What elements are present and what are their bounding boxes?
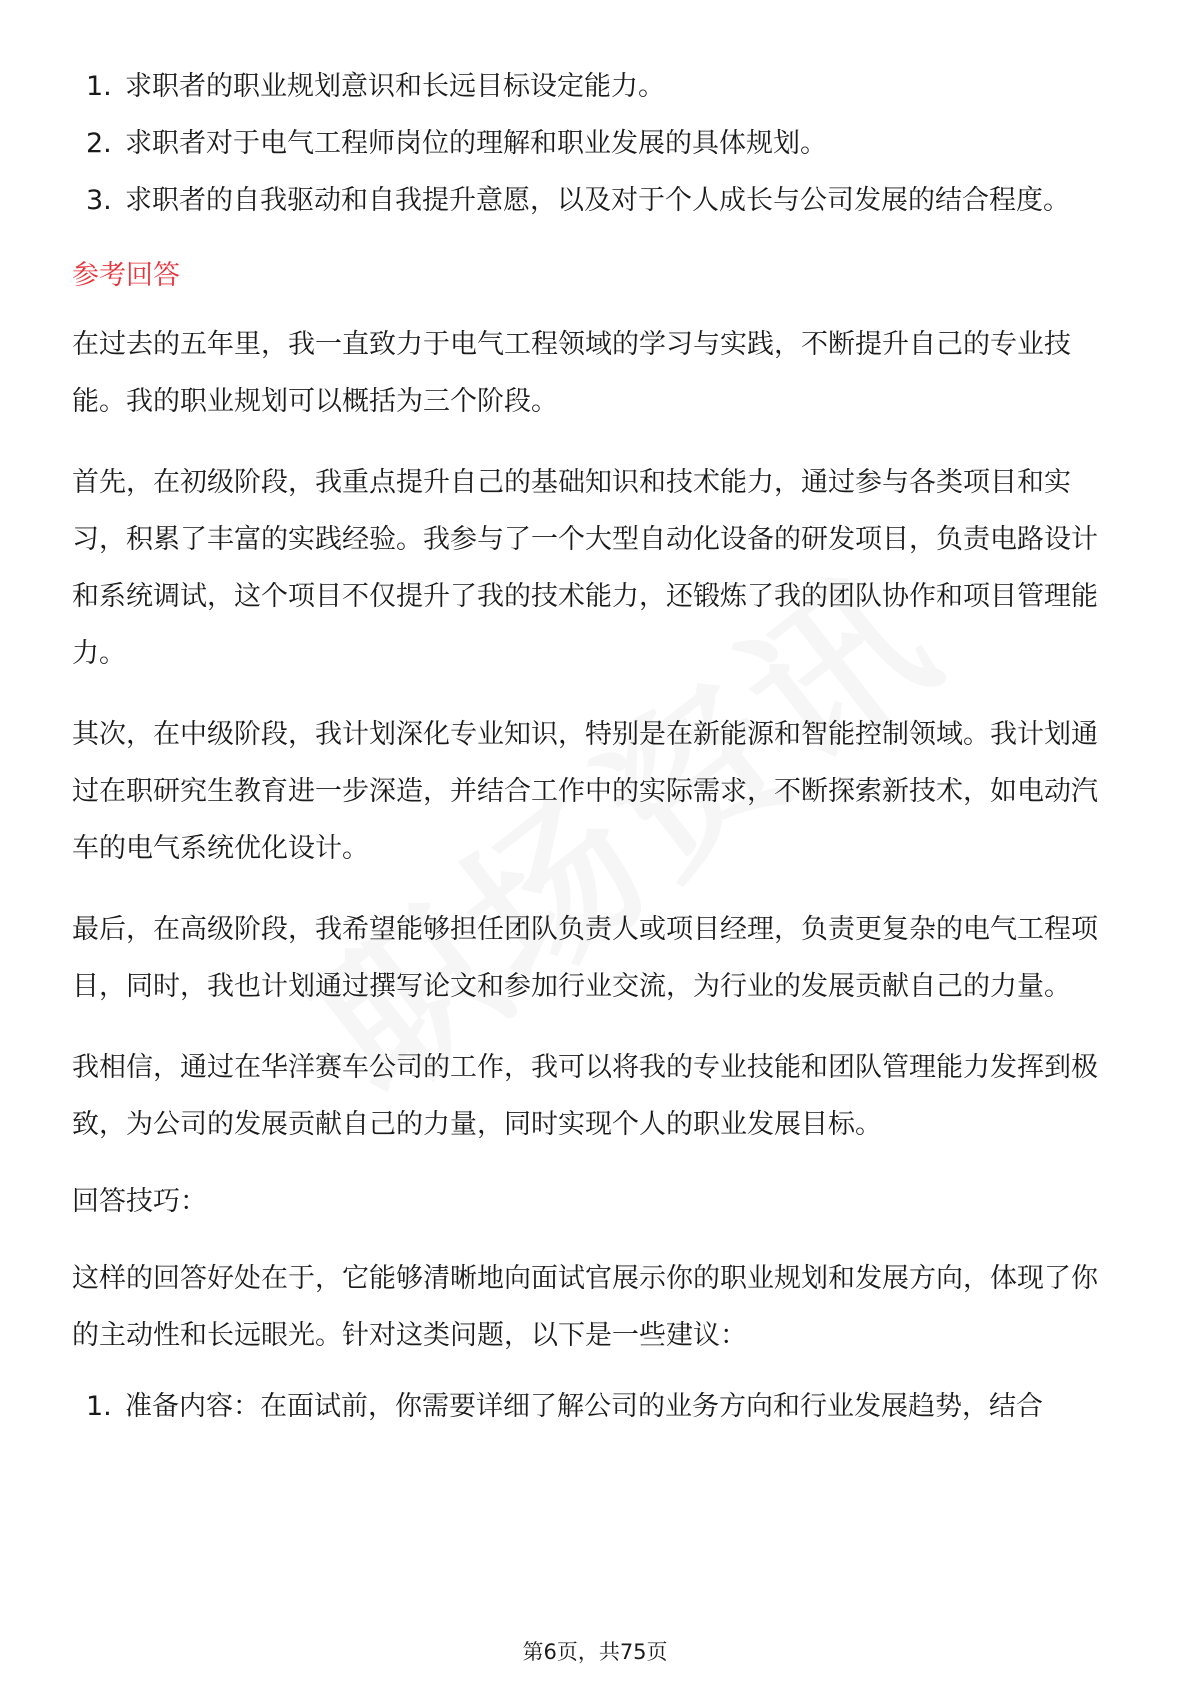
- page-footer: 第6页，共75页: [522, 1640, 668, 1664]
- list-item: [72, 172, 1122, 229]
- answer-paragraph: 首先，在初级阶段，我重点提升自己的基础知识和技术能力，通过参与各类项目和实习，积累了丰富的实践经验。我参与了一个大型自动化设备的研发项目，负责电路设计和系统调试，这个项目不仅提升了我的技术能力，还锻炼了我的团队协作和项目管理能力。: [72, 467, 1098, 669]
- list-item-text: 求职者的自我驱动和自我提升意愿，以及对于个人成长与公司发展的结合程度。: [125, 185, 1070, 216]
- list-number: 1.: [86, 1391, 112, 1422]
- list-item-text: 准备内容：在面试前，你需要详细了解公司的业务方向和行业发展趋势，结合: [125, 1391, 1043, 1422]
- answer-paragraph: 我相信，通过在华洋赛车公司的工作，我可以将我的专业技能和团队管理能力发挥到极致，为公司的发展贡献自己的力量，同时实现个人的职业发展目标。: [72, 1052, 1098, 1140]
- answer-heading: 参考回答: [72, 260, 180, 291]
- tips-heading: 回答技巧：: [72, 1186, 207, 1217]
- answer-paragraph: 最后，在高级阶段，我希望能够担任团队负责人或项目经理，负责更复杂的电气工程项目，同时，我也计划通过撰写论文和参加行业交流，为行业的发展贡献自己的力量。: [72, 914, 1098, 1002]
- answer-paragraph: 其次，在中级阶段，我计划深化专业知识，特别是在新能源和智能控制领域。我计划通过在职研究生教育进一步深造，并结合工作中的实际需求，不断探索新技术，如电动汽车的电气系统优化设计。: [72, 719, 1098, 864]
- page-content: [72, 58, 1122, 1435]
- list-item: [72, 1378, 1122, 1435]
- tips-list: [72, 1378, 1122, 1435]
- answer-paragraph: 在过去的五年里，我一直致力于电气工程领域的学习与实践，不断提升自己的专业技能。我的职业规划可以概括为三个阶段。: [72, 329, 1071, 417]
- list-item-text: 求职者的职业规划意识和长远目标设定能力。: [125, 71, 665, 102]
- tips-intro: 这样的回答好处在于，它能够清晰地向面试官展示你的职业规划和发展方向，体现了你的主动性和长远眼光。针对这类问题，以下是一些建议：: [72, 1263, 1098, 1351]
- criteria-list: [72, 58, 1122, 229]
- list-item-text: 求职者对于电气工程师岗位的理解和职业发展的具体规划。: [125, 128, 827, 159]
- list-number: 2.: [86, 128, 112, 159]
- list-item: [72, 58, 1122, 115]
- list-number: 1.: [86, 71, 112, 102]
- list-item: [72, 115, 1122, 172]
- list-number: 3.: [86, 185, 112, 216]
